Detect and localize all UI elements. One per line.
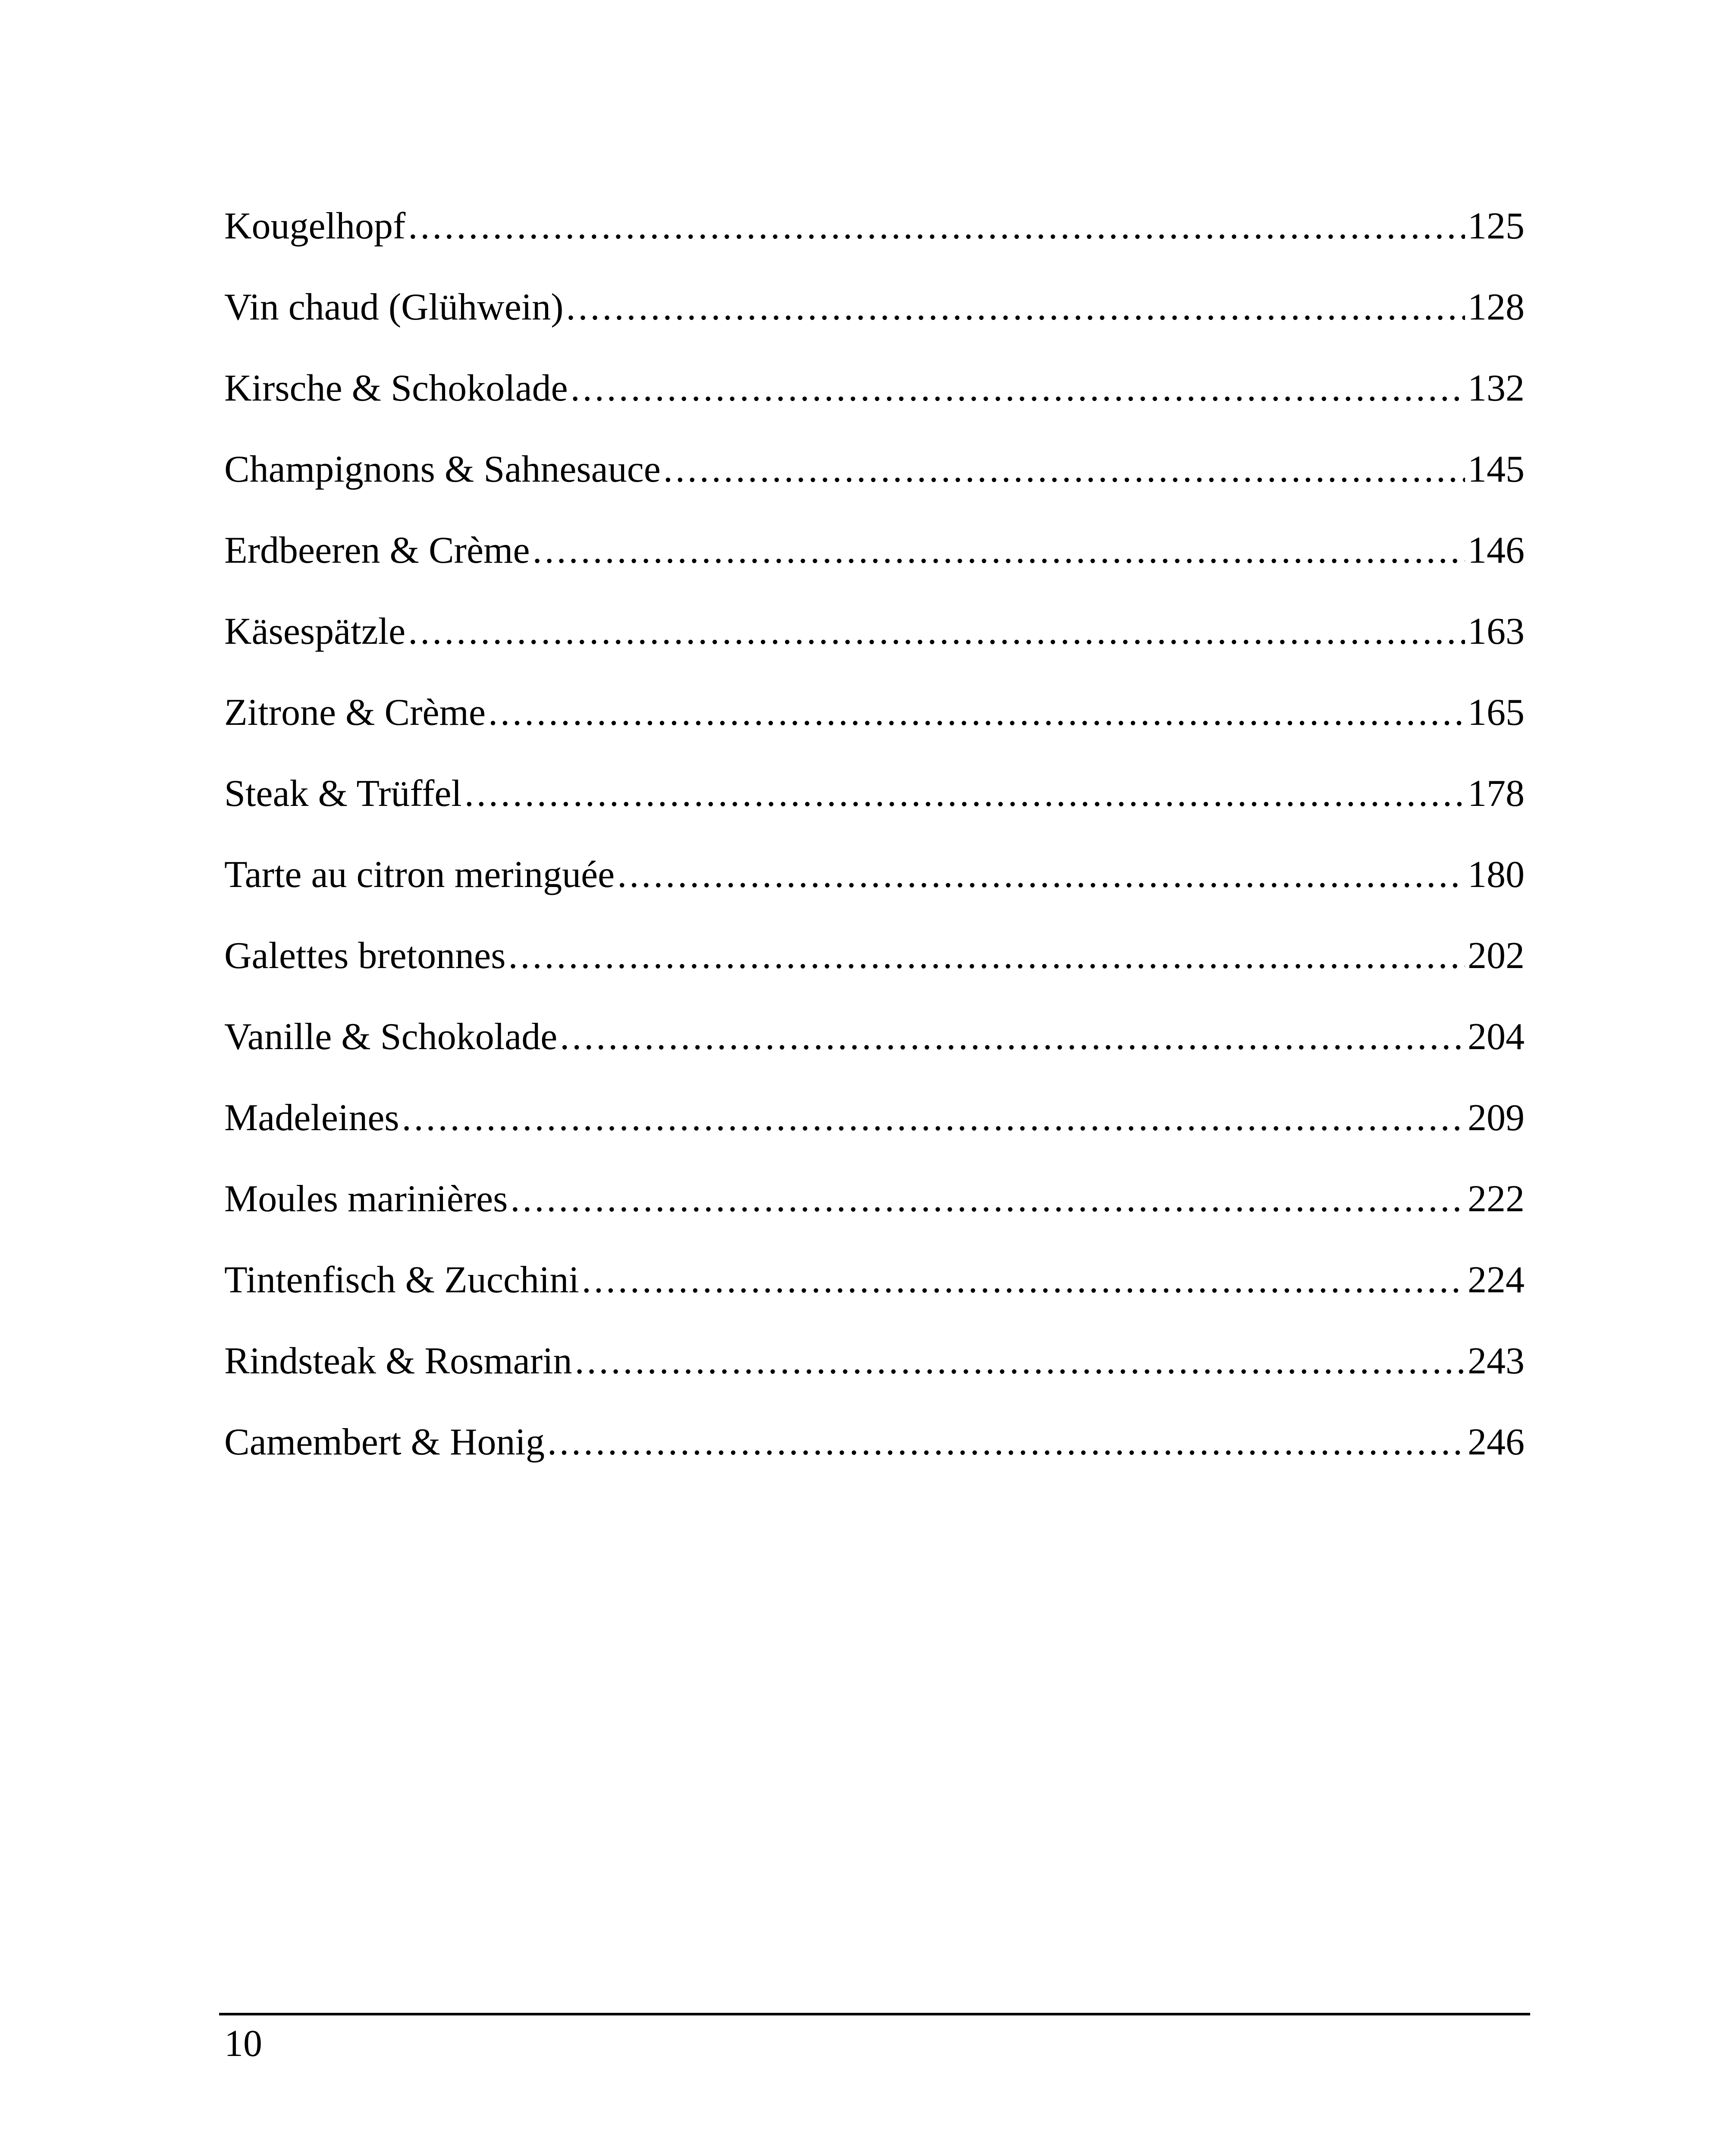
toc-entry [224, 1094, 1525, 1175]
toc-entry-title: Galettes bretonnes [224, 935, 506, 977]
toc-entry-title: Zitrone & Crème [224, 692, 486, 733]
toc-entry-page: 246 [1468, 1421, 1525, 1463]
toc-dot-leader [510, 1175, 1465, 1223]
toc-entry-page: 165 [1468, 692, 1525, 733]
toc-entry-title: Moules marinières [224, 1178, 508, 1220]
toc-entry-title: Vin chaud (Glühwein) [224, 286, 564, 328]
toc-entry [224, 1257, 1525, 1338]
toc-dot-leader [566, 284, 1465, 331]
toc-dot-leader [663, 446, 1465, 493]
toc-entry-page: 202 [1468, 935, 1525, 977]
toc-entry-title: Erdbeeren & Crème [224, 530, 530, 571]
toc-entry-page: 132 [1468, 367, 1525, 409]
toc-entry-page: 178 [1468, 773, 1525, 815]
toc-entry-page: 204 [1468, 1016, 1525, 1058]
toc-entry [224, 689, 1525, 770]
toc-dot-leader [488, 689, 1465, 736]
toc-entry-title: Kirsche & Schokolade [224, 367, 568, 409]
toc-entry [224, 932, 1525, 1013]
toc-entry-title: Käsespätzle [224, 611, 406, 652]
toc-entry [224, 284, 1525, 365]
toc-entry-title: Vanille & Schokolade [224, 1016, 558, 1058]
toc-entry-page: 222 [1468, 1178, 1525, 1220]
toc-entry-page: 209 [1468, 1097, 1525, 1139]
toc-entry-page: 125 [1468, 205, 1525, 247]
toc-dot-leader [560, 1013, 1465, 1061]
toc-entry [224, 365, 1525, 446]
toc-entry [224, 1175, 1525, 1257]
toc-entry-page: 180 [1468, 854, 1525, 896]
toc-entry-title: Tintenfisch & Zucchini [224, 1259, 579, 1301]
toc-entry-page: 145 [1468, 448, 1525, 490]
page-number: 10 [224, 2023, 262, 2065]
toc-entry-page: 243 [1468, 1340, 1525, 1382]
toc-entry [224, 1013, 1525, 1094]
toc-dot-leader [508, 932, 1465, 980]
toc-dot-leader [533, 527, 1465, 574]
footer-divider [219, 2013, 1530, 2015]
toc-entry-page: 128 [1468, 286, 1525, 328]
toc-entry-title: Tarte au citron meringuée [224, 854, 615, 896]
toc-entry-title: Champignons & Sahnesauce [224, 448, 661, 490]
toc-dot-leader [617, 851, 1465, 899]
toc-entry-title: Kougelhopf [224, 205, 406, 247]
toc-dot-leader [575, 1338, 1465, 1385]
toc-entry-title: Steak & Trüffel [224, 773, 462, 815]
toc-entry [224, 608, 1525, 689]
toc-entry [224, 527, 1525, 608]
toc-entry-title: Rindsteak & Rosmarin [224, 1340, 572, 1382]
toc-dot-leader [571, 365, 1465, 412]
toc-entry [224, 851, 1525, 932]
toc-dot-leader [402, 1094, 1465, 1142]
toc-entry [224, 1419, 1525, 1500]
table-of-contents [224, 203, 1525, 1500]
toc-entry [224, 1338, 1525, 1419]
toc-entry-title: Madeleines [224, 1097, 399, 1139]
toc-entry-title: Camembert & Honig [224, 1421, 545, 1463]
toc-entry-page: 146 [1468, 530, 1525, 571]
toc-dot-leader [408, 608, 1465, 655]
toc-dot-leader [464, 770, 1465, 818]
toc-entry [224, 203, 1525, 284]
toc-entry-page: 163 [1468, 611, 1525, 652]
toc-entry [224, 446, 1525, 527]
toc-entry [224, 770, 1525, 851]
toc-dot-leader [408, 203, 1465, 250]
toc-dot-leader [547, 1419, 1465, 1466]
toc-entry-page: 224 [1468, 1259, 1525, 1301]
toc-dot-leader [582, 1257, 1465, 1304]
